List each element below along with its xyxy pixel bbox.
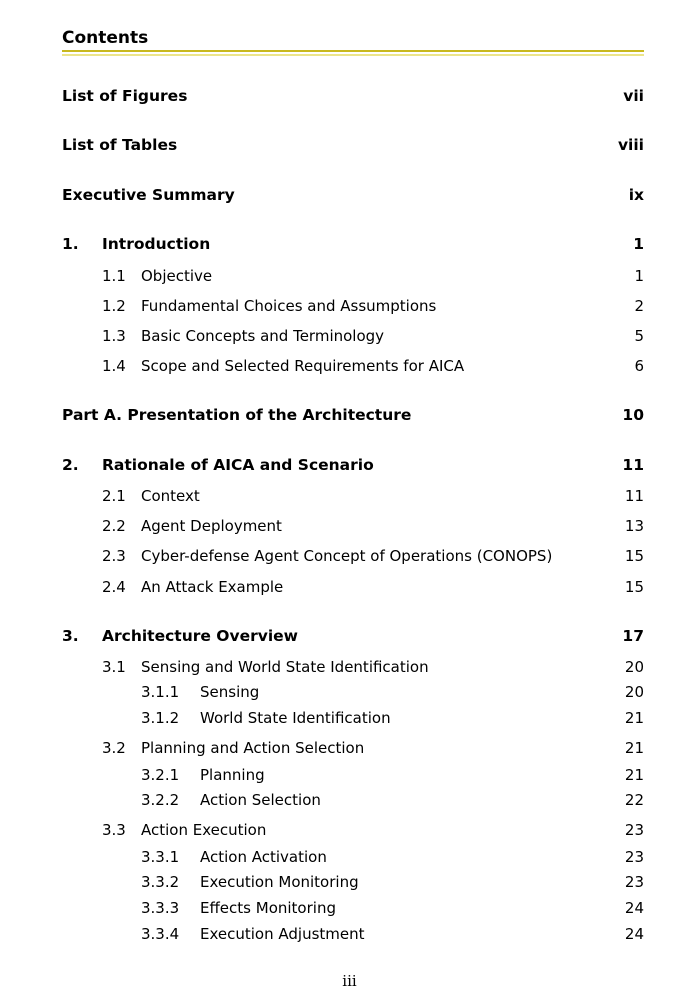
toc-entry[interactable] [62, 233, 644, 255]
toc-entry-number: 3.3.1 [141, 848, 180, 866]
toc-entry-page: 11 [622, 456, 644, 474]
toc-entry-number: 1.4 [102, 357, 126, 375]
toc-entry[interactable] [62, 707, 644, 729]
toc-entry-number: 3.3.2 [141, 873, 180, 891]
toc-entry-number: 3.2.2 [141, 791, 180, 809]
toc-entry-label: Sensing and World State Identification [141, 658, 429, 676]
toc-entry-page: 23 [624, 848, 644, 866]
toc-entry-label: Planning and Action Selection [141, 739, 365, 757]
toc-entry-page: 23 [624, 873, 644, 891]
toc-entry-page: 24 [624, 925, 644, 943]
toc-entry-number: 3.1.1 [141, 683, 180, 701]
toc-entry-label: Agent Deployment [141, 517, 282, 535]
toc-entry-number: 1.3 [102, 327, 126, 345]
toc-entry-number: 3.2 [102, 739, 126, 757]
toc-entry[interactable] [62, 325, 644, 347]
page-title: Contents [62, 28, 149, 48]
toc-entry-label: Action Execution [141, 821, 267, 839]
toc-entry-page: 23 [624, 821, 644, 839]
toc-entry-page: 1 [633, 235, 644, 253]
toc-entry-page: 20 [624, 683, 644, 701]
toc-entry-page: 1 [634, 267, 644, 285]
toc-entry-page: 15 [624, 547, 644, 565]
toc-entry-page: 22 [624, 791, 644, 809]
toc-entry-number: 2. [62, 456, 79, 474]
toc-entry[interactable] [62, 404, 644, 426]
toc-entry-page: 21 [624, 709, 644, 727]
toc-entry-label: Sensing [200, 683, 260, 701]
toc-entry-label: Effects Monitoring [200, 899, 336, 917]
toc-entry-label: Cyber-defense Agent Concept of Operations (CONOPS) [141, 547, 553, 565]
toc-entry-label: Execution Adjustment [200, 925, 365, 943]
toc-entry-number: 3.3.3 [141, 899, 180, 917]
toc-entry-number: 3.1.2 [141, 709, 180, 727]
toc-entry-page: 5 [634, 327, 644, 345]
toc-entry[interactable] [62, 846, 644, 868]
toc-entry-number: 2.2 [102, 517, 126, 535]
toc-entry-label: Context [141, 487, 200, 505]
toc-entry-page: 11 [624, 487, 644, 505]
toc-entry-label: Execution Monitoring [200, 873, 359, 891]
toc-entry[interactable] [62, 789, 644, 811]
toc-entry[interactable] [62, 923, 644, 945]
toc-entry-number: 3.3 [102, 821, 126, 839]
toc-entry[interactable] [62, 656, 644, 678]
toc-entry[interactable] [62, 485, 644, 507]
toc-entry-number: 3.1 [102, 658, 126, 676]
toc-entry-number: 2.1 [102, 487, 126, 505]
toc-entry-label: Introduction [102, 235, 211, 253]
toc-entry-label: Fundamental Choices and Assumptions [141, 297, 437, 315]
toc-entry[interactable] [62, 576, 644, 598]
toc-entry[interactable] [62, 134, 644, 156]
toc-entry-label: Architecture Overview [102, 627, 298, 645]
toc-entry-number: 3. [62, 627, 79, 645]
toc-entry-page: vii [623, 87, 644, 105]
toc-entry-page: 24 [624, 899, 644, 917]
toc-entry-page: 6 [634, 357, 644, 375]
toc-entry-page: 17 [622, 627, 644, 645]
toc-entry[interactable] [62, 681, 644, 703]
toc-entry-label: Rationale of AICA and Scenario [102, 456, 374, 474]
toc-entry[interactable] [62, 897, 644, 919]
toc-entry-number: 1.1 [102, 267, 126, 285]
toc-entry-label: Basic Concepts and Terminology [141, 327, 385, 345]
toc-entry-label: Part A. Presentation of the Architecture [62, 406, 412, 424]
toc-entry-label: An Attack Example [141, 578, 284, 596]
page-number: iii [342, 972, 357, 990]
toc-entry[interactable] [62, 819, 644, 841]
toc-entry-page: 20 [624, 658, 644, 676]
toc-entry-label: Objective [141, 267, 213, 285]
toc-entry[interactable] [62, 454, 644, 476]
toc-entry-page: 21 [624, 739, 644, 757]
toc-entry[interactable] [62, 265, 644, 287]
toc-entry-label: Executive Summary [62, 186, 235, 204]
toc-entry-label: Scope and Selected Requirements for AICA [141, 357, 465, 375]
toc-entry-label: Action Activation [200, 848, 327, 866]
toc-entry-number: 2.3 [102, 547, 126, 565]
toc-entry-number: 1. [62, 235, 79, 253]
toc-entry[interactable] [62, 764, 644, 786]
toc-entry-page: 2 [634, 297, 644, 315]
toc-entry-label: World State Identification [200, 709, 391, 727]
toc-entry-page: 21 [624, 766, 644, 784]
toc-entry-label: List of Tables [62, 136, 178, 154]
toc-entry-page: viii [617, 136, 644, 154]
toc-entry[interactable] [62, 355, 644, 377]
toc-entry-page: 15 [624, 578, 644, 596]
toc-entry-page: ix [628, 186, 644, 204]
toc-entry-page: 13 [624, 517, 644, 535]
toc-entry-number: 3.3.4 [141, 925, 180, 943]
toc-entry-page: 10 [622, 406, 644, 424]
toc-entry-label: List of Figures [62, 87, 188, 105]
toc-entry[interactable] [62, 871, 644, 893]
toc-entry[interactable] [62, 625, 644, 647]
toc-entry-number: 2.4 [102, 578, 126, 596]
toc-entry-label: Planning [200, 766, 265, 784]
toc-entry-number: 3.2.1 [141, 766, 180, 784]
toc-entry-label: Action Selection [200, 791, 321, 809]
toc-entry[interactable] [62, 545, 644, 567]
toc-entry[interactable] [62, 737, 644, 759]
toc-entry-number: 1.2 [102, 297, 126, 315]
toc-entry[interactable] [62, 85, 644, 107]
toc-entry[interactable] [62, 184, 644, 206]
toc-entry[interactable] [62, 295, 644, 317]
toc-entry[interactable] [62, 515, 644, 537]
